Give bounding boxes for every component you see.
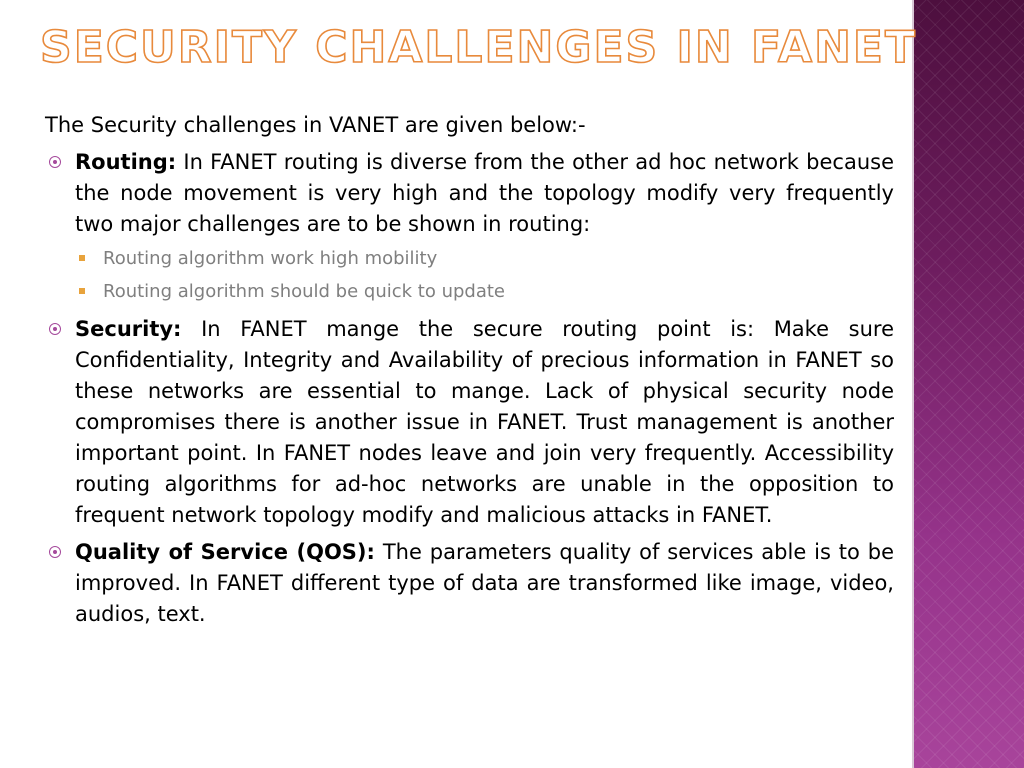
bullet-routing <box>45 147 894 308</box>
bullet-text: In FANET mange the secure routing point is: Make sure Confidentiality, Integrity and Availability of precious information in FANET so these networks are essential to mange. Lack of physical security node compromises there is another issue in FANET. Trust management is another important point. In FANET nodes leave and join very frequently. Accessibility routing algorithms for ad-hoc networks are unable in the opposition to frequent network topology modify and malicious attacks in FANET. <box>75 317 894 527</box>
bullet-label: Routing: <box>75 150 177 174</box>
slide-body <box>45 110 894 636</box>
circle-bullet-icon <box>49 546 61 558</box>
circle-bullet-icon <box>49 156 61 168</box>
bullet-label: Quality of Service (QOS): <box>75 540 375 564</box>
bullet-text: In FANET routing is diverse from the other ad hoc network because the node movement is very high and the topology modify very frequently two major challenges are to be shown in routing: <box>75 150 894 236</box>
sub-bullet-list <box>75 242 894 308</box>
circle-bullet-icon <box>49 323 61 335</box>
sub-bullet-text: Routing algorithm should be quick to update <box>103 281 505 302</box>
square-bullet-icon <box>79 288 85 294</box>
bullet-label: Security: <box>75 317 182 341</box>
slide-title: SECURITY CHALLENGES IN FANET <box>40 22 917 73</box>
intro-text: The Security challenges in VANET are given below:- <box>45 113 586 137</box>
square-bullet-icon <box>79 255 85 261</box>
bullet-text: The parameters quality of services able is to be improved. In FANET different type of data are transformed like image, video, audios, text. <box>75 540 894 626</box>
bullet-qos <box>45 537 894 630</box>
bullet-list <box>45 147 894 630</box>
sub-bullet-text: Routing algorithm work high mobility <box>103 248 438 269</box>
bullet-security <box>45 314 894 531</box>
sub-bullet-item <box>75 275 894 308</box>
decorative-side-band <box>912 0 1024 768</box>
sub-bullet-item <box>75 242 894 275</box>
